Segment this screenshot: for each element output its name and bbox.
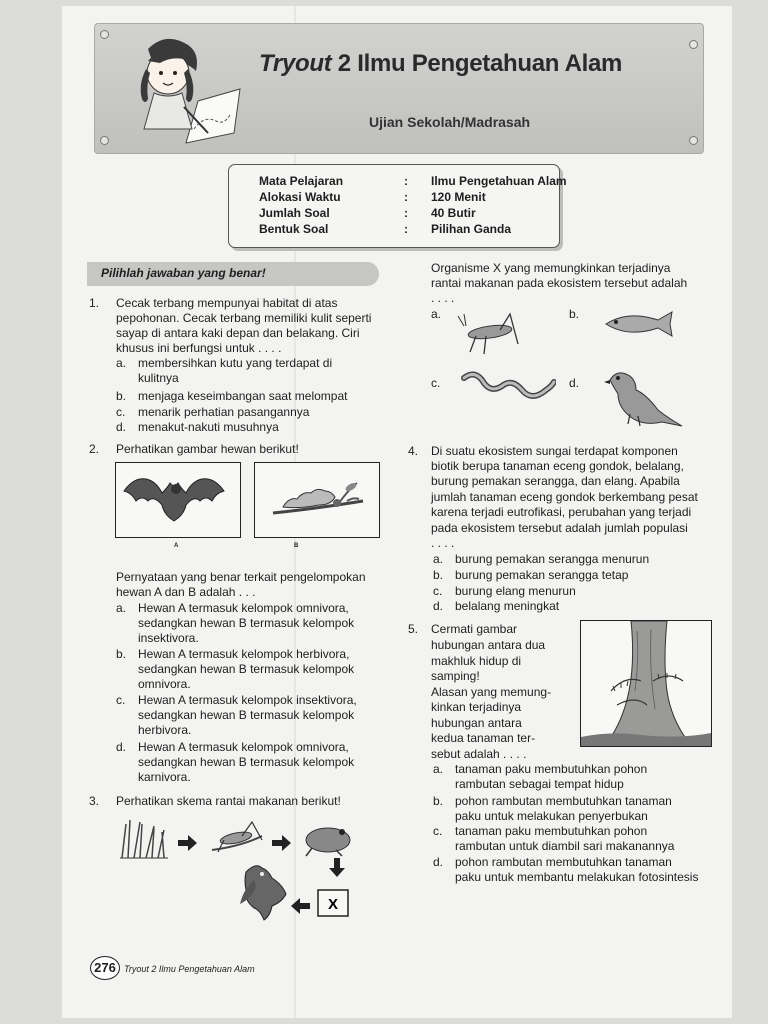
question-text: Perhatikan skema rantai makanan berikut! bbox=[116, 794, 341, 808]
question-text: khusus ini berfungsi untuk . . . . bbox=[116, 341, 282, 355]
question-text: Cecak terbang mempunyai habitat di atas bbox=[116, 296, 338, 310]
arrow-down-icon bbox=[329, 858, 345, 877]
question-text: hubungan antara bbox=[431, 716, 522, 730]
question-text: biotik berupa tanaman eceng gondok, belalang, bbox=[431, 459, 684, 473]
caterpillar-picture bbox=[254, 462, 380, 538]
bird-icon[interactable] bbox=[600, 364, 686, 434]
question-text: karena terjadi eutrofikasi, perubahan yang terjadi bbox=[431, 505, 692, 519]
box-label: X bbox=[327, 896, 339, 913]
caption-b: B bbox=[294, 543, 299, 549]
question-text: makhluk hidup di bbox=[431, 654, 522, 668]
fish-icon[interactable] bbox=[602, 310, 678, 338]
question-text: Pernyataan yang benar terkait pengelompokan bbox=[116, 570, 366, 584]
option-letter[interactable]: b. bbox=[569, 307, 580, 321]
tree-with-fern-icon bbox=[581, 621, 711, 746]
question-text: Di suatu ekosistem sungai terdapat komponen bbox=[431, 444, 678, 458]
caterpillar-icon bbox=[255, 463, 379, 537]
option-letter[interactable]: d. bbox=[569, 376, 580, 390]
question-text: hubungan antara dua bbox=[431, 638, 546, 652]
question-text: Cermati gambar bbox=[431, 622, 518, 636]
question-text: . . . . bbox=[431, 536, 455, 550]
frog-icon bbox=[306, 828, 350, 856]
screw-icon bbox=[689, 136, 698, 145]
arrow-right-icon bbox=[178, 835, 197, 851]
caption-a: A bbox=[174, 543, 179, 549]
eagle-icon bbox=[240, 866, 286, 920]
question-text: pada ekosistem tersebut adalah jumlah populasi bbox=[431, 521, 688, 535]
option-letter[interactable]: c. bbox=[431, 376, 441, 390]
question-text: pepohonan. Cecak terbang memiliki kulit seperti bbox=[116, 311, 372, 325]
instruction-banner bbox=[87, 262, 379, 286]
grasshopper-icon bbox=[212, 822, 262, 852]
question-text: hewan A dan B adalah . . . bbox=[116, 585, 256, 599]
question-text: . . . . bbox=[431, 291, 455, 305]
question-number: 1. bbox=[89, 296, 100, 310]
question-number: 5. bbox=[408, 622, 419, 636]
page-subtitle: Ujian Sekolah/Madrasah bbox=[369, 114, 531, 130]
question-text: sebut adalah . . . . bbox=[431, 747, 527, 761]
question-text: Alasan yang memung- bbox=[431, 685, 552, 699]
question-number: 4. bbox=[408, 444, 419, 458]
question-text: Perhatikan gambar hewan berikut! bbox=[116, 442, 299, 456]
question-text: samping! bbox=[431, 669, 480, 683]
girl-writing-illustration bbox=[128, 29, 288, 149]
question-text: burung pemakan serangga, dan elang. Apabila bbox=[431, 474, 680, 488]
option-letter[interactable]: a. bbox=[431, 307, 442, 321]
grass-icon bbox=[120, 820, 168, 858]
arrow-left-icon bbox=[291, 898, 310, 914]
exam-info-box: Mata Pelajaran : Ilmu Pengetahuan Alam Alokasi Waktu : 120 Menit Jumlah Soal : 40 Butir Bentuk Soal : Pilihan Ganda bbox=[228, 164, 560, 248]
food-chain-diagram bbox=[114, 810, 366, 932]
screw-icon bbox=[100, 136, 109, 145]
screw-icon bbox=[100, 30, 109, 39]
question-text: rantai makanan pada ekosistem tersebut adalah bbox=[431, 276, 688, 290]
question-text: sayap di antara kaki depan dan belakang. Ciri bbox=[116, 326, 360, 340]
grasshopper-icon[interactable] bbox=[456, 312, 528, 362]
footer-text: Tryout 2 Ilmu Pengetahuan Alam bbox=[124, 964, 255, 974]
question-text: jumlah tanaman eceng gondok berkembang pesat bbox=[431, 490, 698, 504]
bat-icon bbox=[116, 463, 240, 537]
instruction-text: Pilihlah jawaban yang benar! bbox=[101, 266, 266, 280]
page-number: 276 bbox=[90, 956, 120, 980]
bat-picture bbox=[115, 462, 241, 538]
exam-page: Tryout 2 Ilmu Pengetahuan Alam Ujian Sekolah/Madrasah Mata Pelajaran : Ilmu Pengetahuan Alam Alokasi Waktu : 120 Menit Jumlah Soal : 40 Butir Bentuk Soal : Pilihan Ganda Pilihlah jawaban yang benar! 1. Cecak terbang mempunyai habitat di atas pepohonan. Cecak terbang memiliki kulit seperti sayap di antara kaki depan dan belakang. Ciri khusus ini berfungsi untuk . . . . a. membersihkan kutu yang terdapat di kulitnya b. menjaga keseimbangan saat melompat c. menarik perhatian pasangannya d. menakut-nakuti musuhnya 2. Perhatikan gambar hewan berikut! A B Pernyataan yang benar terkait pengelompokan hewan A dan B adalah . . . a. Hewan A termasuk kelompok omnivora, sedangkan hewan B termasuk kelompok insektivora. b. Hewan A termasuk kelompok herbivora, sedangkan hewan B termasuk kelompok omnivora. c. Hewan A termasuk kelompok insektivora, sedangkan hewan B termasuk kelompok herbivora. d. Hewan A termasuk kelompok omnivora, sedangkan hewan B termasuk kelompok karnivora. 3. Perhatikan skema rantai makanan berikut! X Organisme X yang memungkinkan terjadinya rantai makanan pada ekosistem tersebut adalah . . . . a. b. c. d. 4. Di suatu ekosistem sungai terdapat komponen biotik berupa tanaman eceng gondok, belalang, burung pemakan serangga, dan elang. Apabila jumlah tanaman eceng gondok berkembang pesat karena terjadi eutrofikasi, perubahan yang terjadi pada ekosistem tersebut adalah jumlah populasi . . . . a. burung pemakan serangga menurun b. burung pemakan serangga tetap c. burung elang menurun d. belalang meningkat 5. Cermati gambar hubungan antara dua makhluk hidup di samping! Alasan yang memung- kinkan terjadinya hubungan antara kedua tanaman ter- sebut adalah . . . . a. tanaman paku membutuhkan pohon rambutan sebagai tempat hidup b. pohon rambutan membutuhkan tanaman paku untuk melakukan penyerbukan c. tanaman paku membutuhkan pohon rambutan untuk diambil sari makanannya d. pohon rambutan membutuhkan tanaman paku untuk membantu melakukan fotosintesis 276 Tryout 2 Ilmu Pengetahuan Alam bbox=[62, 6, 732, 1018]
snake-icon[interactable] bbox=[460, 368, 556, 404]
arrow-right-icon bbox=[272, 835, 291, 851]
question-number: 3. bbox=[89, 794, 100, 808]
question-number: 2. bbox=[89, 442, 100, 456]
page-title: Tryout 2 Ilmu Pengetahuan Alam bbox=[259, 50, 623, 77]
question-text: Organisme X yang memungkinkan terjadinya bbox=[431, 261, 671, 275]
tree-fern-picture bbox=[580, 620, 712, 747]
question-text: kinkan terjadinya bbox=[431, 700, 522, 714]
screw-icon bbox=[689, 40, 698, 49]
question-text: kedua tanaman ter- bbox=[431, 731, 536, 745]
